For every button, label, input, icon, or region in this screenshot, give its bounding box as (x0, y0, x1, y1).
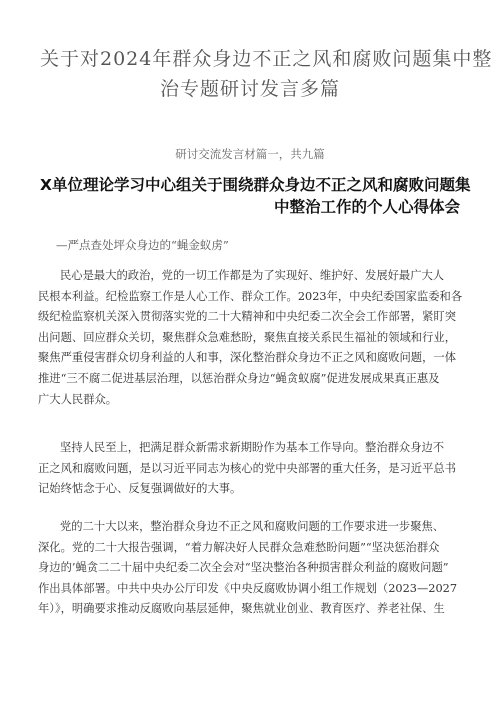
paragraph-line: 推进“三不腐二促进基层治理，以惩治群众身边“蝇贪蚁腐”促进发展成果真正惠及 (38, 371, 440, 385)
title-line: 关于对2024年群众身边不正之风和腐败问题集中整 (40, 48, 493, 70)
paragraph-line: 记始终惦念于心、反复强调做好的大事。 (38, 482, 242, 496)
paragraph-line: 出问题、回应群众关切，聚焦群众急难愁盼，聚焦直接关系民生福祉的领域和行业， (38, 330, 456, 344)
body-paragraph (38, 438, 463, 500)
paragraph-line: 党的二十大以来，整治群众身边不正之风和腐败问题的工作要求进一步聚焦、 (60, 520, 445, 533)
section-heading (40, 174, 471, 218)
paragraph-line: 坚持人民至上，把满足群众新需求新期盼作为基本工作导向。整治群众身边不 (60, 441, 445, 454)
paragraph-line: 民根本利益。纪检监察工作是人心工作、群众工作。2023年，中央纪委国家监委和各 (38, 289, 463, 303)
paragraph-line: 民心是最大的政治，党的一切工作都是为了实现好、维护好、发展好最广大人 (60, 269, 445, 282)
heading-line: X单位理论学习中心组关于围绕群众身边不正之风和腐败问题集 (40, 176, 471, 194)
paragraph-line: 级纪检监察机关深入贯彻落实党的二十大精神和中央纪委二次全会工作部署，紧盯突 (38, 310, 456, 324)
paragraph-line: 作出具体部署。中共中央办公厅印发《中央反腐败协调小组工作规划（2023—2027 (38, 581, 458, 595)
document-title (40, 44, 493, 104)
tagline: —严点查处坪众身边的“蝇金蚁虏” (56, 238, 229, 252)
title-line: 治专题研讨发言多篇 (159, 78, 340, 100)
paragraph-line: 正之风和腐败问题，是以习近平同志为核心的党中央部署的重大任务，是习近平总书 (38, 461, 456, 475)
paragraph-line: 年）》，明确要求推动反腐败向基层延伸，聚焦就业创业、教育医疗、养老社保、生 (38, 602, 445, 616)
heading-line: 中整治工作的个人心得体会 (273, 198, 460, 216)
subtitle: 研讨交流发言材篇一，共九篇 (175, 147, 325, 161)
paragraph-line: 深化。党的二十大报告强调，“着力解决好人民群众急难愁盼问题”“坚决惩治群众 (38, 540, 440, 554)
body-paragraph (38, 266, 463, 410)
paragraph-line: 广大人民群众。 (38, 392, 118, 406)
paragraph-line: 身边的’蝇贪二二十届中央纪委二次全会对“坚决整治各种损害群众利益的腐败问题” (38, 561, 449, 575)
body-paragraph (38, 517, 463, 620)
paragraph-line: 聚焦严重侵害群众切身利益的人和事，深化整治群众身边不正之风和腐败问题，一体 (38, 351, 456, 365)
